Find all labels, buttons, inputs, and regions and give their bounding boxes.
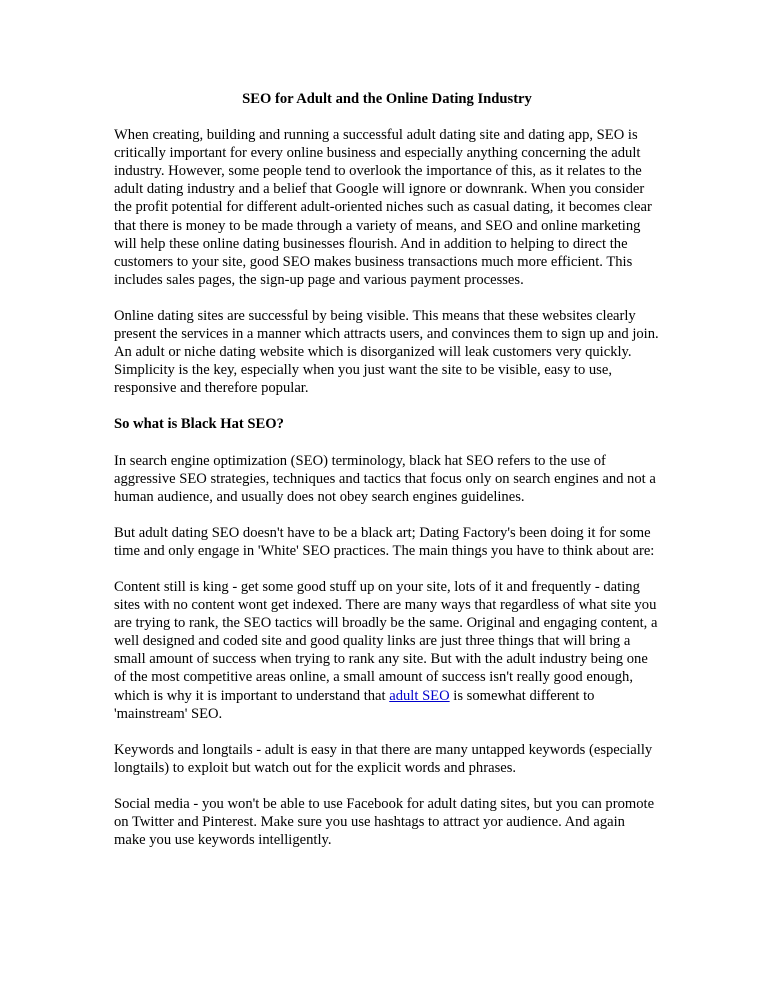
social-paragraph: Social media - you won't be able to use Facebook for adult dating sites, but you can promote on Twitter and Pinterest. Make sure you use hashtags to attract yor audience. And again make you use keywords intelligently. (114, 795, 655, 849)
visibility-paragraph: Online dating sites are successful by being visible. This means that these websites clearly present the services in a manner which attracts users, and convinces them to sign up and join. An adult or niche dating website which is disorganized will leak customers very quickly. Simplicity is the key, especially when you just want the site to be visible, easy to use, responsive and therefore popular. (114, 307, 659, 397)
keywords-paragraph: Keywords and longtails - adult is easy in that there are many untapped keywords (especially longtails) to exploit but watch out for the explicit words and phrases. (114, 741, 653, 776)
content-paragraph (114, 578, 660, 723)
document-body (114, 90, 660, 867)
content-text-after-link: is somewhat different to 'mainstream' SEO. (114, 687, 595, 722)
content-text-before-link: Content still is king - get some good stuff up on your site, lots of it and frequently - dating sites with no content wont get indexed. There are many ways that regardless of what site you are trying to rank, the SEO tactics will broadly be the same. Original and engaging content, a well designed and coded site and good quality links are just three things that will bring a small amount of success when trying to rank any site. But with the adult industry being one of the most competitive areas online, a small amount of success isn't really good enough, which is why it is important to understand that (114, 578, 658, 704)
document-title: SEO for Adult and the Online Dating Industry (242, 91, 532, 107)
black-hat-paragraph: In search engine optimization (SEO) terminology, black hat SEO refers to the use of aggressive SEO strategies, techniques and tactics that focus only on search engines and not a human audience, and usually does not obey search engines guidelines. (114, 452, 656, 505)
adult-seo-link[interactable]: adult SEO (389, 687, 450, 704)
white-seo-paragraph: But adult dating SEO doesn't have to be a black art; Dating Factory's been doing it for some time and only engage in 'White' SEO practices. The main things you have to think about are: (114, 524, 655, 559)
intro-paragraph: When creating, building and running a successful adult dating site and dating app, SEO is critically important for every online business and especially anything concerning the adult industry. However, some people tend to overlook the importance of this, as it relates to the adult dating industry and a belief that Google will ignore or downrank. When you consider the profit potential for different adult-oriented niches such as casual dating, it becomes clear that there is money to be made through a variety of means, and SEO and online marketing will help these online dating businesses flourish. And in addition to helping to direct the customers to your site, good SEO makes business transactions much more efficient. This includes sales pages, the sign-up page and various payment processes. (114, 127, 652, 288)
black-hat-heading: So what is Black Hat SEO? (114, 416, 284, 433)
